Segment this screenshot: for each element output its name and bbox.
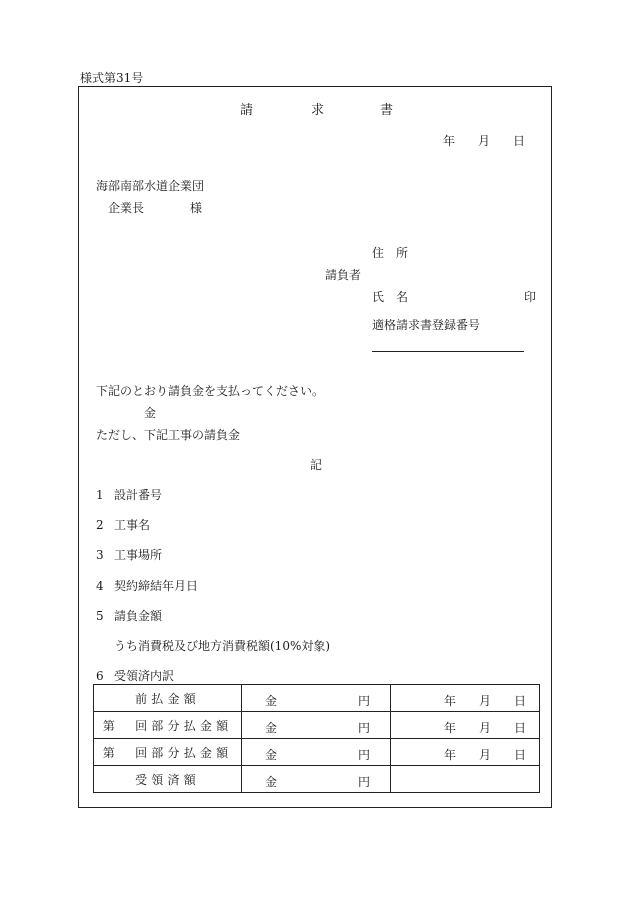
addressee-honorific: 様 [190,201,203,215]
row-label-cell [94,685,242,712]
date-year: 年 [444,721,457,735]
item-label-work-location: 工事場所 [114,548,163,562]
date-year: 年 [444,748,457,762]
row-label: 前払金額 [135,691,200,706]
item-label-work-name: 工事名 [114,518,151,532]
date-month: 月 [479,721,492,735]
ki-heading: 記 [310,458,323,472]
form-number-label: 様式第31号 [80,71,144,85]
date-cell [391,712,540,739]
amount-cell [242,712,391,739]
row-label-cell [94,766,242,793]
tax-note: うち消費税及び地方消費税額(10%対象) [114,639,331,653]
yen-mark: 円 [358,748,371,762]
table-row [94,766,540,793]
date-year: 年 [444,694,457,708]
registration-underline [372,351,524,352]
date-day: 日 [513,134,526,148]
seal-mark: 印 [524,290,537,304]
amount-cell [242,739,391,766]
row-label: 第 回部分払金額 [102,745,233,760]
title-char-1: 請 [240,103,254,118]
kin-mark: 金 [265,694,278,708]
address-label: 住 所 [372,246,409,260]
item-label-design-number: 設計番号 [114,488,163,502]
row-label-cell [94,712,242,739]
name-label: 氏 名 [372,290,409,304]
date-month: 月 [478,134,491,148]
amount-cell [242,685,391,712]
yen-mark: 円 [358,694,371,708]
note-text: ただし、下記工事の請負金 [96,428,241,442]
item-number: 1 [96,488,104,502]
date-year: 年 [443,134,456,148]
item-label-contract-date: 契約締結年月日 [114,579,199,593]
date-cell [391,739,540,766]
yen-mark: 円 [358,775,371,789]
title-char-3: 書 [380,103,394,118]
item-number: 6 [96,669,104,683]
item-number: 2 [96,518,104,532]
receipt-breakdown-table [93,684,540,793]
contractor-role: 請負者 [325,268,362,282]
date-month: 月 [479,748,492,762]
table-row [94,739,540,766]
amount-label: 金 [144,406,157,420]
item-number: 5 [96,609,104,623]
date-day: 日 [514,748,527,762]
date-cell [391,685,540,712]
addressee-organization: 海部南部水道企業団 [96,179,205,193]
date-cell-empty [391,766,540,793]
kin-mark: 金 [265,775,278,789]
registration-number-label: 適格請求書登録番号 [372,318,481,332]
addressee-position: 企業長 [108,201,145,215]
yen-mark: 円 [358,721,371,735]
table-row [94,712,540,739]
row-label-cell [94,739,242,766]
item-label-contract-amount: 請負金額 [114,609,163,623]
kin-mark: 金 [265,748,278,762]
date-day: 日 [514,694,527,708]
date-day: 日 [514,721,527,735]
date-month: 月 [479,694,492,708]
item-number: 3 [96,548,104,562]
row-label: 受領済額 [135,772,200,787]
kin-mark: 金 [265,721,278,735]
amount-cell [242,766,391,793]
item-label-received-breakdown: 受領済内訳 [114,669,175,683]
item-number: 4 [96,579,104,593]
table-row [94,685,540,712]
title-char-2: 求 [311,103,325,118]
request-text: 下記のとおり請負金を支払ってください。 [96,384,325,398]
row-label: 第 回部分払金額 [102,718,233,733]
